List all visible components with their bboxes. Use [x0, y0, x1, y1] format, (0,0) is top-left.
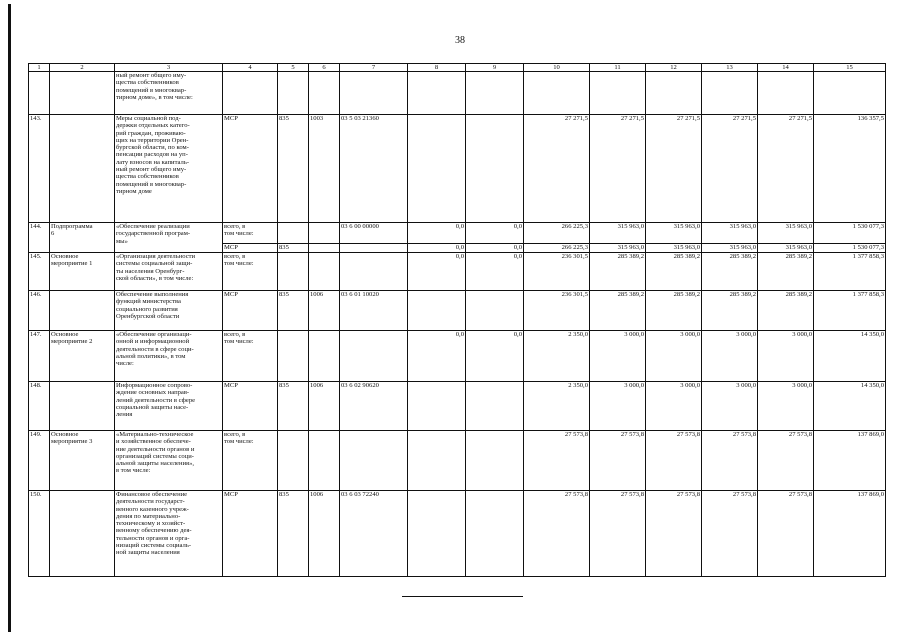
column-number: 8	[408, 64, 466, 72]
table-cell	[309, 244, 340, 253]
table-cell	[278, 253, 309, 291]
table-cell: 835	[278, 491, 309, 577]
table-cell: 315 963,0	[646, 244, 702, 253]
table-cell: 835	[278, 291, 309, 331]
table-cell: 1 530 077,3	[814, 244, 886, 253]
table-cell	[758, 72, 814, 115]
table-cell	[340, 331, 408, 382]
column-number-row	[29, 64, 886, 72]
table-cell: 03 5 03 21360	[340, 115, 408, 223]
table-cell: 27 573,8	[758, 491, 814, 577]
table-cell: Меры социальной под- держки отдельных катего- рий граждан, проживаю- щих на территории Орен- бургской области, по ком- пенсации расходов на уп- лату взносов на капиталь- ный ремонт общего иму- щества собственников помещений в многоквар- тирном доме	[115, 115, 223, 223]
table-cell: МСР	[223, 382, 278, 431]
table-cell: 27 271,5	[758, 115, 814, 223]
table-cell: 285 389,2	[590, 291, 646, 331]
table-cell	[309, 431, 340, 491]
table-cell: 1 377 858,3	[814, 291, 886, 331]
column-number: 13	[702, 64, 758, 72]
table-cell: 27 573,8	[590, 431, 646, 491]
table-cell: 27 271,5	[590, 115, 646, 223]
column-number: 9	[466, 64, 524, 72]
table-cell: «Обеспечение организаци- онной и информационной деятельности в сфере соци- альной политики», в том числе:	[115, 331, 223, 382]
table-cell	[466, 115, 524, 223]
table-cell: 136 357,5	[814, 115, 886, 223]
table-cell	[408, 291, 466, 331]
table-cell: 14 350,0	[814, 382, 886, 431]
table-cell: 27 573,8	[758, 431, 814, 491]
table-cell	[278, 431, 309, 491]
table-cell: 144.	[29, 223, 50, 253]
table-cell: 27 573,8	[646, 431, 702, 491]
table-cell	[466, 382, 524, 431]
table-cell: 315 963,0	[702, 244, 758, 253]
table-row	[29, 253, 886, 291]
budget-table	[28, 63, 886, 577]
table-cell: 3 000,0	[590, 331, 646, 382]
table-cell	[340, 431, 408, 491]
table-cell: 27 573,8	[524, 431, 590, 491]
table-cell: 266 225,3	[524, 223, 590, 244]
table-cell: 03 6 03 72240	[340, 491, 408, 577]
table-cell: 0,0	[408, 253, 466, 291]
table-row	[29, 223, 886, 244]
table-cell: 0,0	[466, 331, 524, 382]
table-cell	[408, 382, 466, 431]
table-cell: 285 389,2	[702, 291, 758, 331]
table-cell: 315 963,0	[590, 244, 646, 253]
table-cell	[408, 491, 466, 577]
table-cell: 1006	[309, 382, 340, 431]
table-cell: 0,0	[408, 223, 466, 244]
column-number: 14	[758, 64, 814, 72]
table-cell: 1003	[309, 115, 340, 223]
table-cell: 315 963,0	[590, 223, 646, 244]
table-cell: Подпрограмма 6	[50, 223, 115, 253]
table-cell: 835	[278, 115, 309, 223]
table-cell: ный ремонт общего иму- щества собственников помещений в многоквар- тирном доме», в том числе:	[115, 72, 223, 115]
table-cell: 150.	[29, 491, 50, 577]
table-cell: 285 389,2	[758, 253, 814, 291]
table-cell	[408, 115, 466, 223]
table-cell: всего, в том числе:	[223, 253, 278, 291]
table-cell	[50, 72, 115, 115]
column-number: 2	[50, 64, 115, 72]
table-cell: 315 963,0	[758, 223, 814, 244]
table-cell	[50, 291, 115, 331]
table-cell: 0,0	[466, 244, 524, 253]
table-cell	[408, 431, 466, 491]
table-cell	[340, 244, 408, 253]
table-cell	[466, 291, 524, 331]
table-cell: 27 271,5	[524, 115, 590, 223]
table-cell: 0,0	[466, 253, 524, 291]
table-cell	[590, 72, 646, 115]
column-number: 6	[309, 64, 340, 72]
table-cell: 3 000,0	[758, 331, 814, 382]
column-number: 1	[29, 64, 50, 72]
column-number: 4	[223, 64, 278, 72]
table-row	[29, 431, 886, 491]
table-cell: 2 350,0	[524, 382, 590, 431]
table-cell	[223, 72, 278, 115]
table-cell	[466, 431, 524, 491]
table-cell: 146.	[29, 291, 50, 331]
table-cell: всего, в том числе:	[223, 431, 278, 491]
table-cell: 03 6 00 00000	[340, 223, 408, 244]
table-cell	[340, 253, 408, 291]
table-row	[29, 382, 886, 431]
table-cell: Финансовое обеспечение деятельности государст- венного казенного учреж- дения по материально- техническому и хозяйст- венному обеспечению дея- тельности органов и орга- низаций системы социаль- ной защиты населения	[115, 491, 223, 577]
column-number: 11	[590, 64, 646, 72]
page-edge-bar	[8, 4, 11, 632]
column-number: 12	[646, 64, 702, 72]
table-cell: 835	[278, 244, 309, 253]
table-cell	[466, 72, 524, 115]
table-cell	[309, 72, 340, 115]
table-cell	[646, 72, 702, 115]
table-cell: 315 963,0	[646, 223, 702, 244]
table-cell: Основное мероприятие 1	[50, 253, 115, 291]
table-cell: 27 271,5	[646, 115, 702, 223]
table-cell: 3 000,0	[702, 382, 758, 431]
table-cell: «Материально-техническое и хозяйственное обеспече- ние деятельности органов и организаций системы соци- альной защиты населения», в том числе:	[115, 431, 223, 491]
column-number: 10	[524, 64, 590, 72]
table-cell: Информационное сопрово- ждение основных направ- лений деятельности в сфере социальной защиты насе- ления	[115, 382, 223, 431]
table-cell	[50, 491, 115, 577]
table-cell: 137 869,0	[814, 491, 886, 577]
table-cell: 27 573,8	[646, 491, 702, 577]
table-cell: 285 389,2	[646, 291, 702, 331]
table-row	[29, 491, 886, 577]
table-cell: 3 000,0	[590, 382, 646, 431]
table-row	[29, 331, 886, 382]
table-cell	[814, 72, 886, 115]
table-cell: 137 869,0	[814, 431, 886, 491]
table-cell: 266 225,3	[524, 244, 590, 253]
column-number: 15	[814, 64, 886, 72]
table-cell: 3 000,0	[646, 331, 702, 382]
table-cell: 3 000,0	[646, 382, 702, 431]
table-cell	[309, 223, 340, 244]
table-cell: 1 530 077,3	[814, 223, 886, 244]
table-cell: 285 389,2	[646, 253, 702, 291]
table-cell: 835	[278, 382, 309, 431]
table-row	[29, 115, 886, 223]
table-cell	[50, 115, 115, 223]
table-cell	[340, 72, 408, 115]
table-cell: 0,0	[408, 244, 466, 253]
table-cell: 1006	[309, 291, 340, 331]
table-cell: 27 573,8	[702, 431, 758, 491]
table-cell: 315 963,0	[758, 244, 814, 253]
table-cell: 03 6 02 90620	[340, 382, 408, 431]
table-cell	[278, 72, 309, 115]
table-cell: МСР	[223, 115, 278, 223]
table-cell: «Организация деятельности системы социальной защи- ты населения Оренбург- ской области», в том числе:	[115, 253, 223, 291]
table-cell: 0,0	[408, 331, 466, 382]
table-cell: 148.	[29, 382, 50, 431]
table-cell: МСР	[223, 291, 278, 331]
table-cell: 2 350,0	[524, 331, 590, 382]
column-number: 5	[278, 64, 309, 72]
footer-rule	[402, 596, 523, 597]
table-cell: Обеспечение выполнения функций министерства социального развития Оренбургской области	[115, 291, 223, 331]
table-cell: 285 389,2	[590, 253, 646, 291]
table-cell: 285 389,2	[702, 253, 758, 291]
table-cell: 315 963,0	[702, 223, 758, 244]
table-row	[29, 72, 886, 115]
table-cell	[524, 72, 590, 115]
table-cell: МСР	[223, 244, 278, 253]
table-cell: 14 350,0	[814, 331, 886, 382]
page-number: 38	[455, 35, 465, 46]
table-cell	[50, 382, 115, 431]
table-cell	[278, 331, 309, 382]
table-cell: 03 6 01 10020	[340, 291, 408, 331]
table-cell: 27 271,5	[702, 115, 758, 223]
table-cell: 236 301,5	[524, 291, 590, 331]
table-cell: 1 377 858,3	[814, 253, 886, 291]
table-cell: 27 573,8	[524, 491, 590, 577]
table-cell: 285 389,2	[758, 291, 814, 331]
table-cell: Основное мероприятие 2	[50, 331, 115, 382]
table-cell: МСР	[223, 491, 278, 577]
table-cell: 3 000,0	[758, 382, 814, 431]
table-cell: всего, в том числе:	[223, 331, 278, 382]
table-cell	[466, 491, 524, 577]
table-cell: 27 573,8	[590, 491, 646, 577]
table-cell: 0,0	[466, 223, 524, 244]
table-row	[29, 291, 886, 331]
table-cell: 236 301,5	[524, 253, 590, 291]
table-cell	[278, 223, 309, 244]
table-cell	[702, 72, 758, 115]
table-cell: 3 000,0	[702, 331, 758, 382]
table-cell: Основное мероприятие 3	[50, 431, 115, 491]
table-cell	[408, 72, 466, 115]
column-number: 3	[115, 64, 223, 72]
table-cell	[29, 72, 50, 115]
table-cell: 145.	[29, 253, 50, 291]
table-cell: 143.	[29, 115, 50, 223]
table-cell: 27 573,8	[702, 491, 758, 577]
table-cell: 149.	[29, 431, 50, 491]
table-cell	[309, 331, 340, 382]
table-cell: всего, в том числе:	[223, 223, 278, 244]
table-cell: 147.	[29, 331, 50, 382]
table-cell	[309, 253, 340, 291]
column-number: 7	[340, 64, 408, 72]
table-cell: «Обеспечение реализации государственной програм- мы»	[115, 223, 223, 253]
table-cell: 1006	[309, 491, 340, 577]
